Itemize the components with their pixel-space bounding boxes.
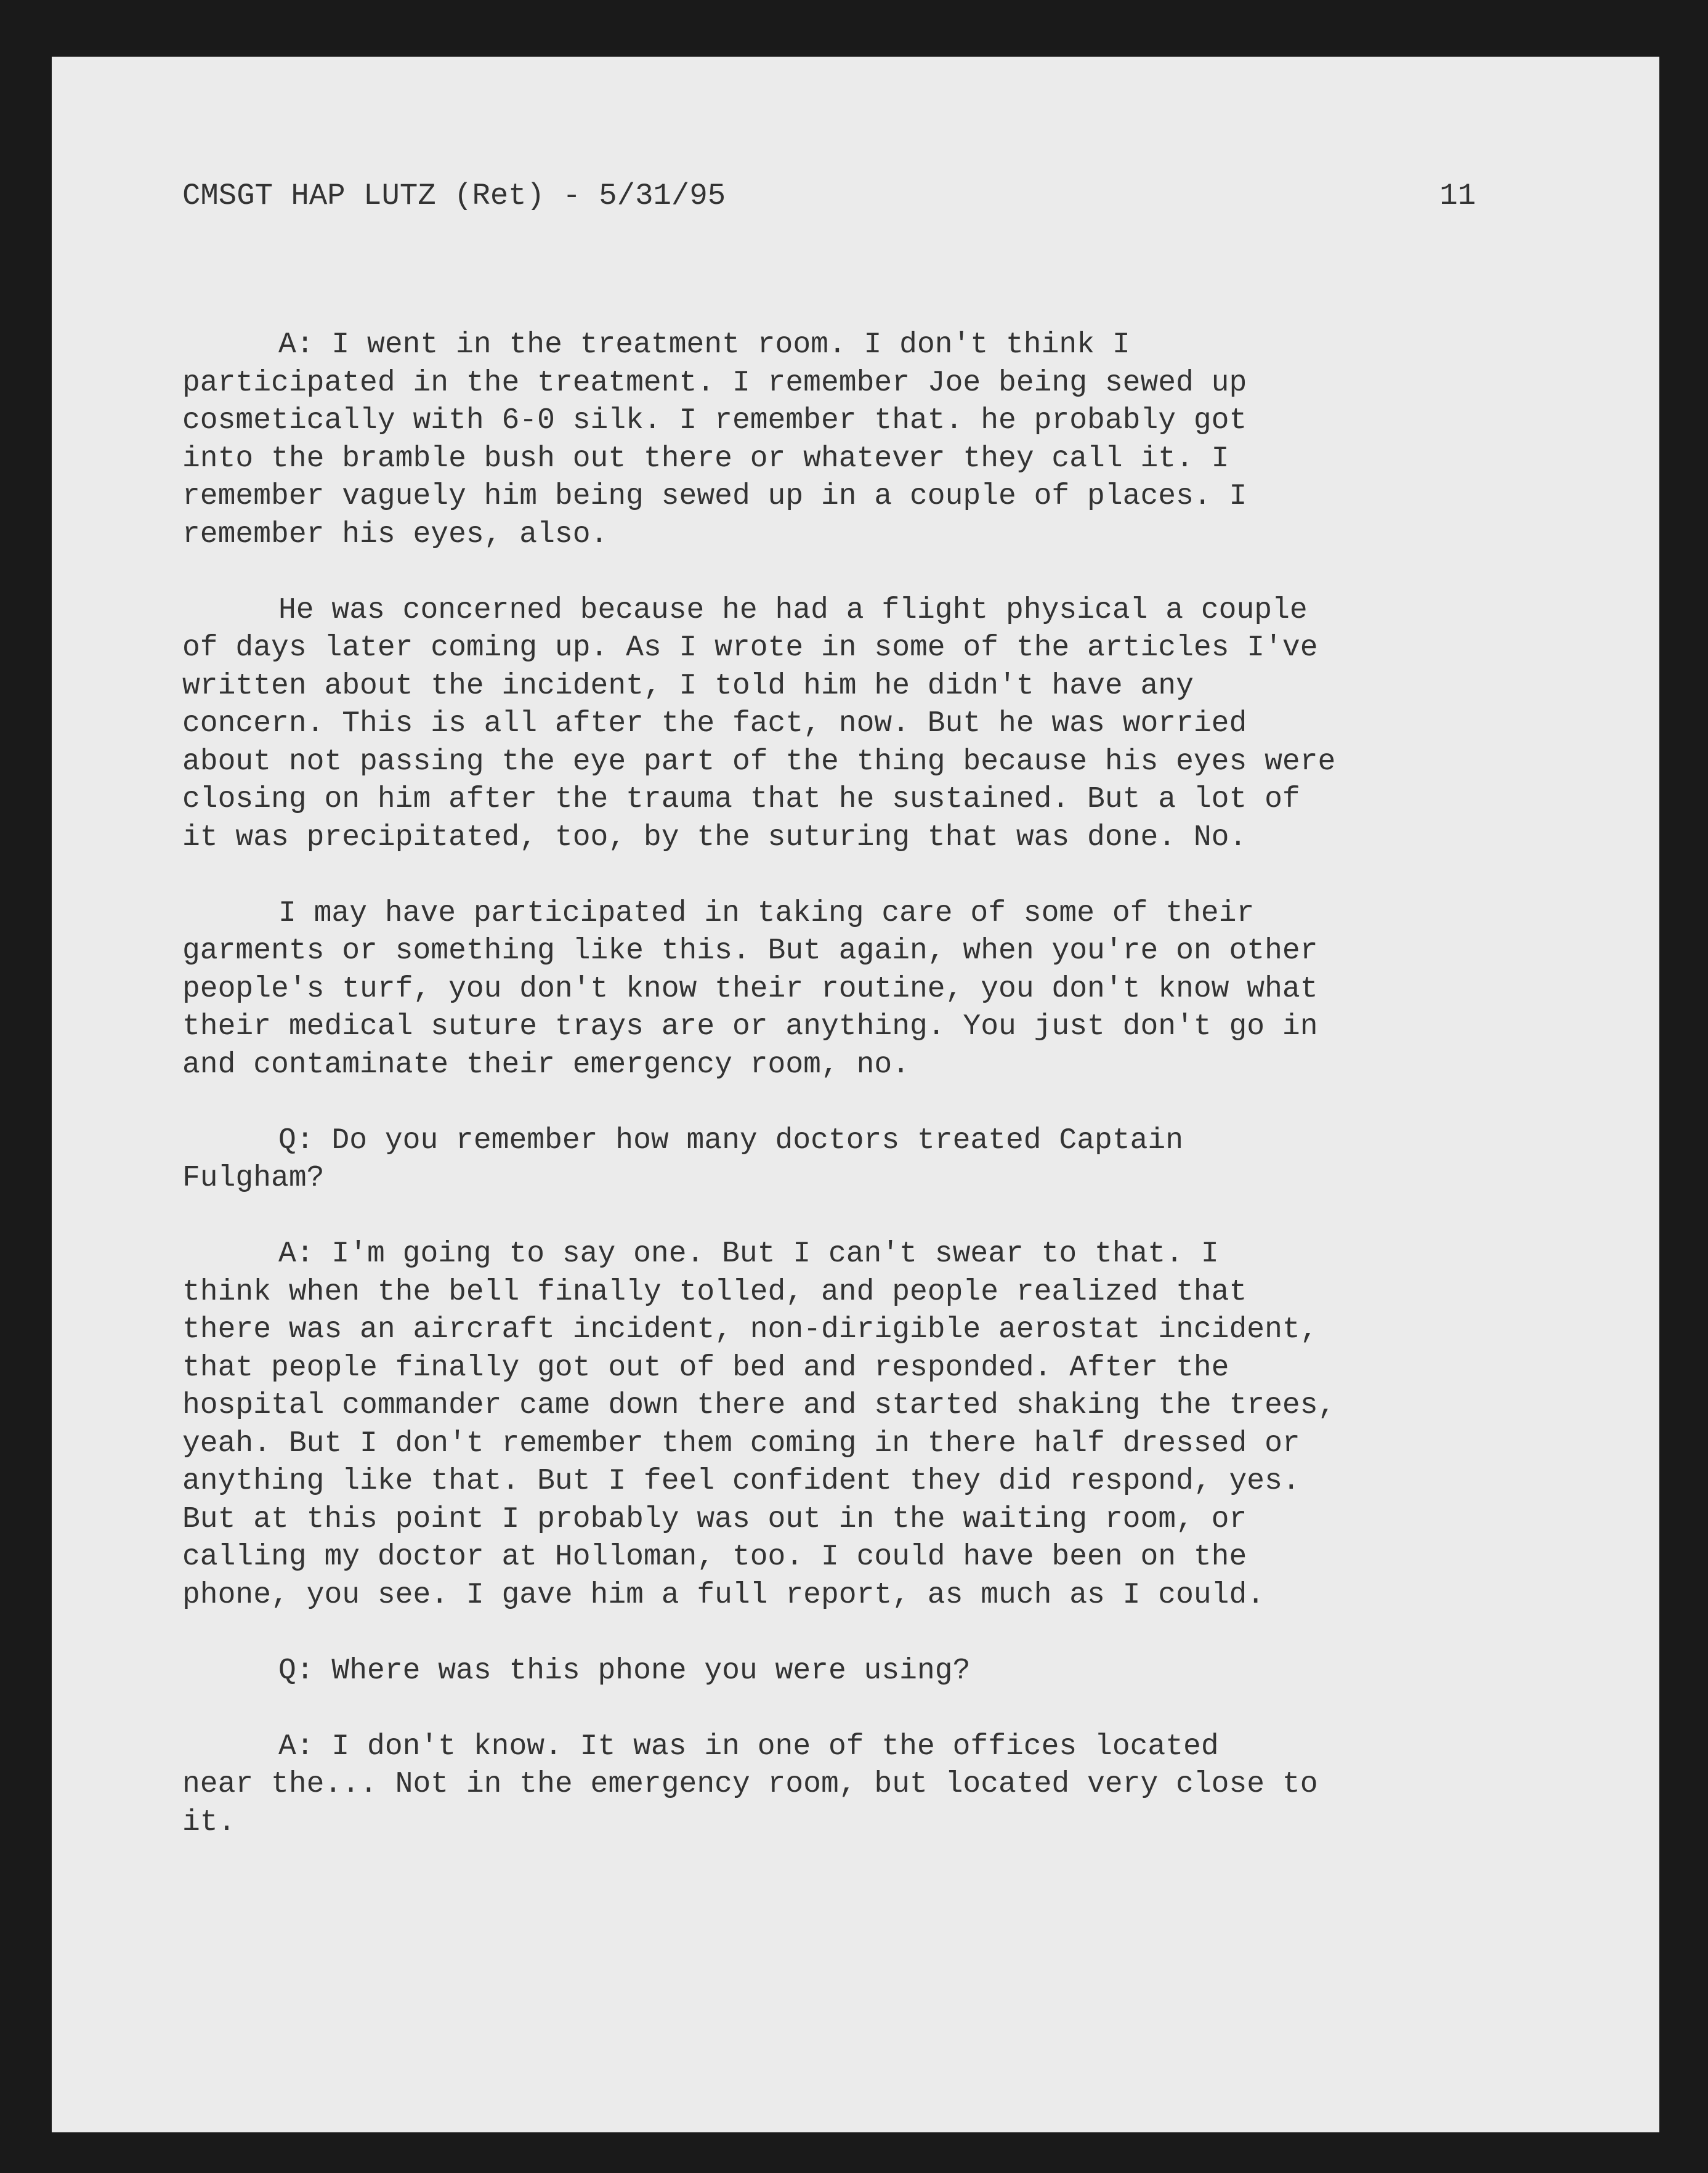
page-number: 11 xyxy=(1439,179,1476,213)
transcript-body xyxy=(182,326,1476,1880)
paragraph-answer-treatment-room: A: I went in the treatment room. I don't think I participated in the treatment. I remember Joe being sewed up cosmetically with 6-0 silk. I remember that. he probably got into the bramble bush out there or whatever they call it. I remember vaguely him being sewed up in a couple of places. I remember his eyes, also. xyxy=(182,328,1247,551)
header-title: CMSGT HAP LUTZ (Ret) - 5/31/95 xyxy=(182,179,726,213)
paragraph-answer-phone: A: I don't know. It was in one of the offices located near the... Not in the emergency room, but located very close to it. xyxy=(182,1730,1318,1839)
paragraph-answer-doctors: A: I'm going to say one. But I can't swear to that. I think when the bell finally tolled, and people realized that there was an aircraft incident, non-dirigible aerostat incident, that people finally got out of bed and responded. After the hospital commander came down there and started shaking the trees, yeah. But I don't remember them coming in there half dressed or anything like that. But I feel confident they did respond, yes. But at this point I probably was out in the waiting room, or calling my doctor at Holloman, too. I could have been on the phone, you see. I gave him a full report, as much as I could. xyxy=(182,1237,1336,1612)
paragraph-flight-physical: He was concerned because he had a flight physical a couple of days later coming up. As I wrote in some of the articles I've written about the incident, I told him he didn't have any concern. This is all after the fact, now. But he was worried about not passing the eye part of the thing because his eyes were closing on him after the trauma that he sustained. But a lot of it was precipitated, too, by the suturing that was done. No. xyxy=(182,593,1336,854)
paragraph-garments: I may have participated in taking care of some of their garments or something like this. But again, when you're on other people's turf, you don't know their routine, you don't know what their medical suture trays are or anything. You just don't go in and contaminate their emergency room, no. xyxy=(182,896,1318,1082)
paragraph-question-doctors: Q: Do you remember how many doctors treated Captain Fulgham? xyxy=(182,1123,1184,1195)
paragraph-question-phone: Q: Where was this phone you were using? xyxy=(278,1654,971,1688)
